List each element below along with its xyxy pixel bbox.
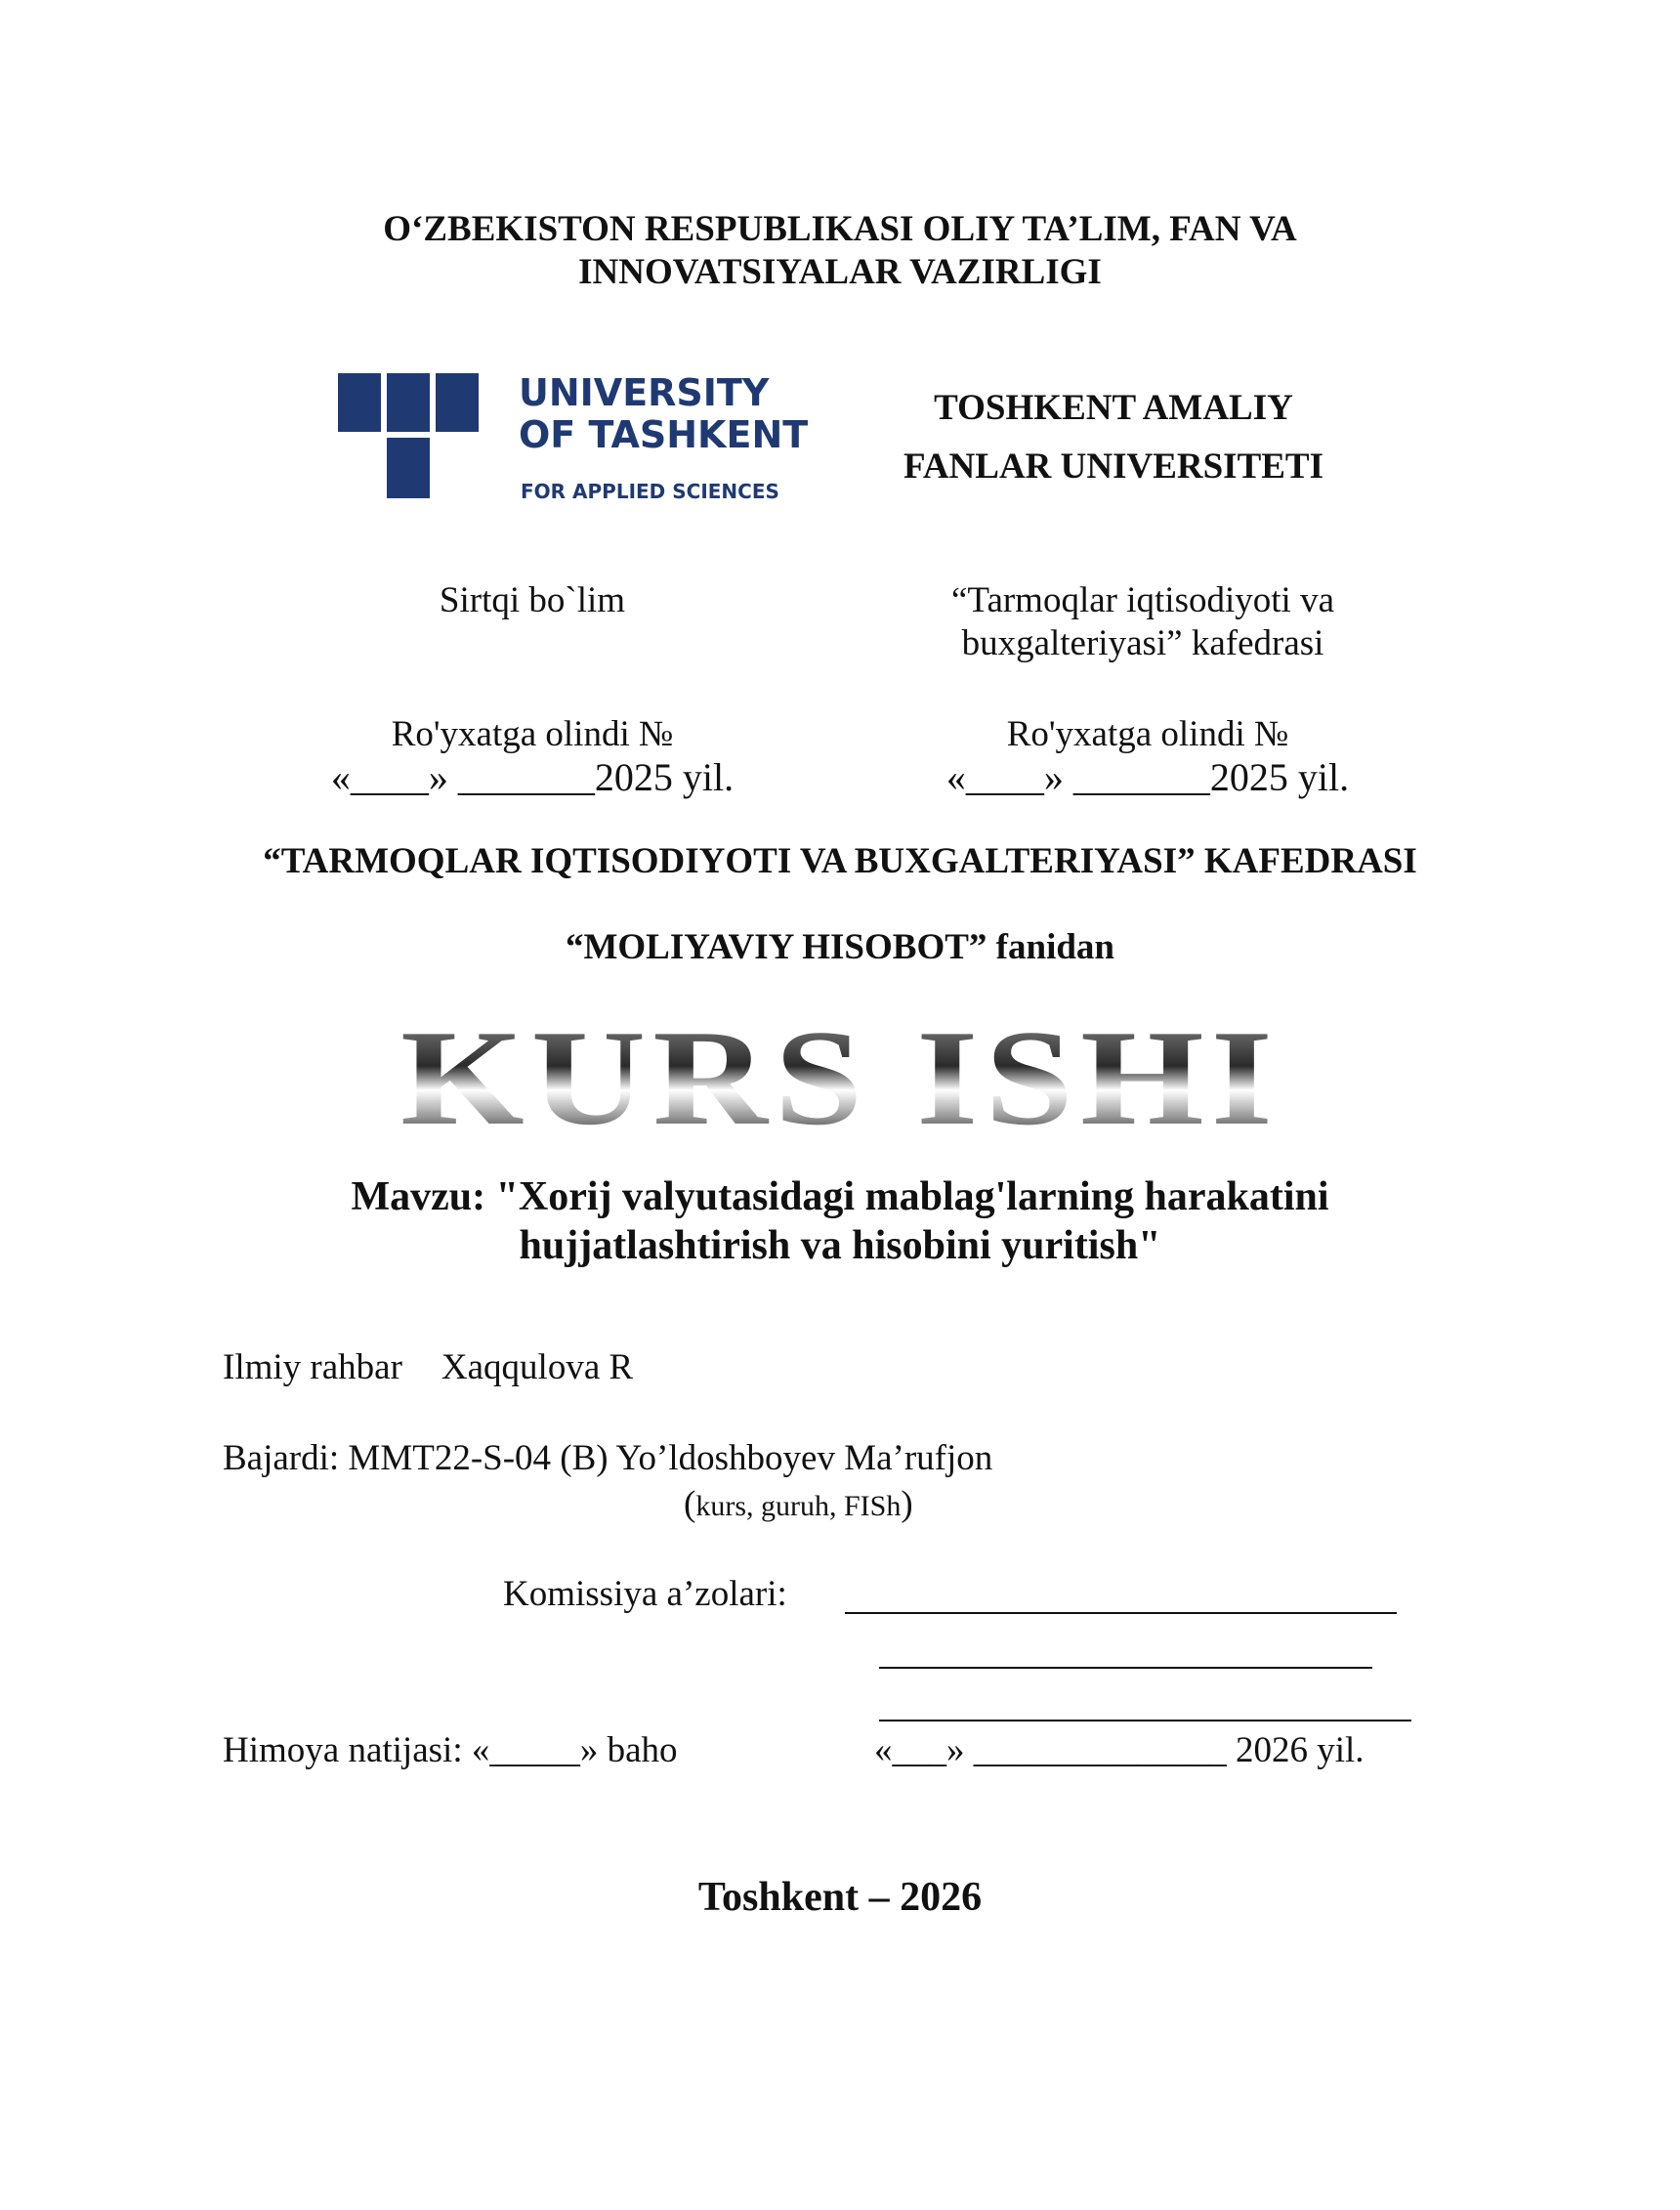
subject-title: “MOLIYAVIY HISOBOT” fanidan <box>565 927 1115 967</box>
city-year: Toshkent – 2026 <box>697 1875 983 1920</box>
supervisor-name: Xaqqulova R <box>441 1347 634 1387</box>
ministry-line-2: INNOVATSIYALAR VAZIRLIGI <box>578 252 1102 292</box>
performer-note-open: ( <box>684 1484 696 1524</box>
department-right-line-1: “Tarmoqlar iqtisodiyoti va <box>951 580 1334 620</box>
university-logo <box>338 371 809 508</box>
logo-text-line-1: UNIVERSITY <box>519 371 770 414</box>
logo-block-1 <box>338 373 381 432</box>
registration-left <box>322 713 742 799</box>
department-right-line-2: buxgalteriyasi” kafedrasi <box>961 623 1324 663</box>
registration-left-label: Ro'yxatga olindi № <box>391 714 674 754</box>
ministry-header <box>0 208 1680 294</box>
topic-line-1: Mavzu: "Xorij valyutasidagi mablag'larning harakatini <box>351 1174 1329 1219</box>
registration-right <box>938 713 1358 799</box>
document-type-title <box>391 1002 1289 1154</box>
logo-block-3 <box>436 373 479 432</box>
ministry-line-1: O‘ZBEKISTON RESPUBLIKASI OLIY TA’LIM, FAN VA <box>383 209 1297 249</box>
supervisor-row <box>223 1346 633 1389</box>
performer-note <box>684 1483 913 1528</box>
performer-note-text: kurs, guruh, FISh <box>695 1490 902 1522</box>
commission-signature-line-1 <box>845 1612 1397 1614</box>
document-type-title-art <box>391 1002 1289 1154</box>
university-name <box>860 379 1367 496</box>
department-left: Sirtqi bo`lim <box>439 580 626 620</box>
defense-date: «___» ______________ 2026 yil. <box>874 1730 1365 1770</box>
performer-note-close: ) <box>901 1484 913 1524</box>
commission-signature-line-3 <box>879 1720 1411 1721</box>
performer-row: Bajardi: MMT22-S-04 (B) Yo’ldoshboyev Ma’rufjon <box>223 1438 993 1478</box>
logo-block-4 <box>387 438 430 498</box>
defense-result: Himoya natijasi: «_____» baho <box>223 1730 678 1770</box>
commission-label: Komissiya a’zolari: <box>503 1574 787 1614</box>
commission-signature-line-2 <box>879 1667 1372 1669</box>
logo-text-line-3: FOR APPLIED SCIENCES <box>521 480 779 503</box>
department-right <box>908 579 1377 665</box>
university-name-line-1: TOSHKENT AMALIY <box>934 388 1293 428</box>
registration-right-label: Ro'yxatga olindi № <box>1006 714 1289 754</box>
registration-left-date: «____» _______2025 yil. <box>330 755 735 799</box>
logo-block-2 <box>387 373 430 432</box>
registration-right-date: «____» _______2025 yil. <box>945 755 1350 799</box>
university-name-line-2: FANLAR UNIVERSITETI <box>903 446 1324 487</box>
document-type-text: KURS ISHI <box>400 1002 1280 1154</box>
university-logo-mark <box>338 371 809 508</box>
supervisor-label: Ilmiy rahbar <box>223 1347 402 1387</box>
logo-text-line-2: OF TASHKENT <box>519 413 809 456</box>
topic <box>0 1172 1680 1270</box>
topic-line-2: hujjatlashtirish va hisobini yuritish" <box>519 1223 1161 1268</box>
kafedra-title: “TARMOQLAR IQTISODIYOTI VA BUXGALTERIYASI” KAFEDRASI <box>263 841 1417 881</box>
